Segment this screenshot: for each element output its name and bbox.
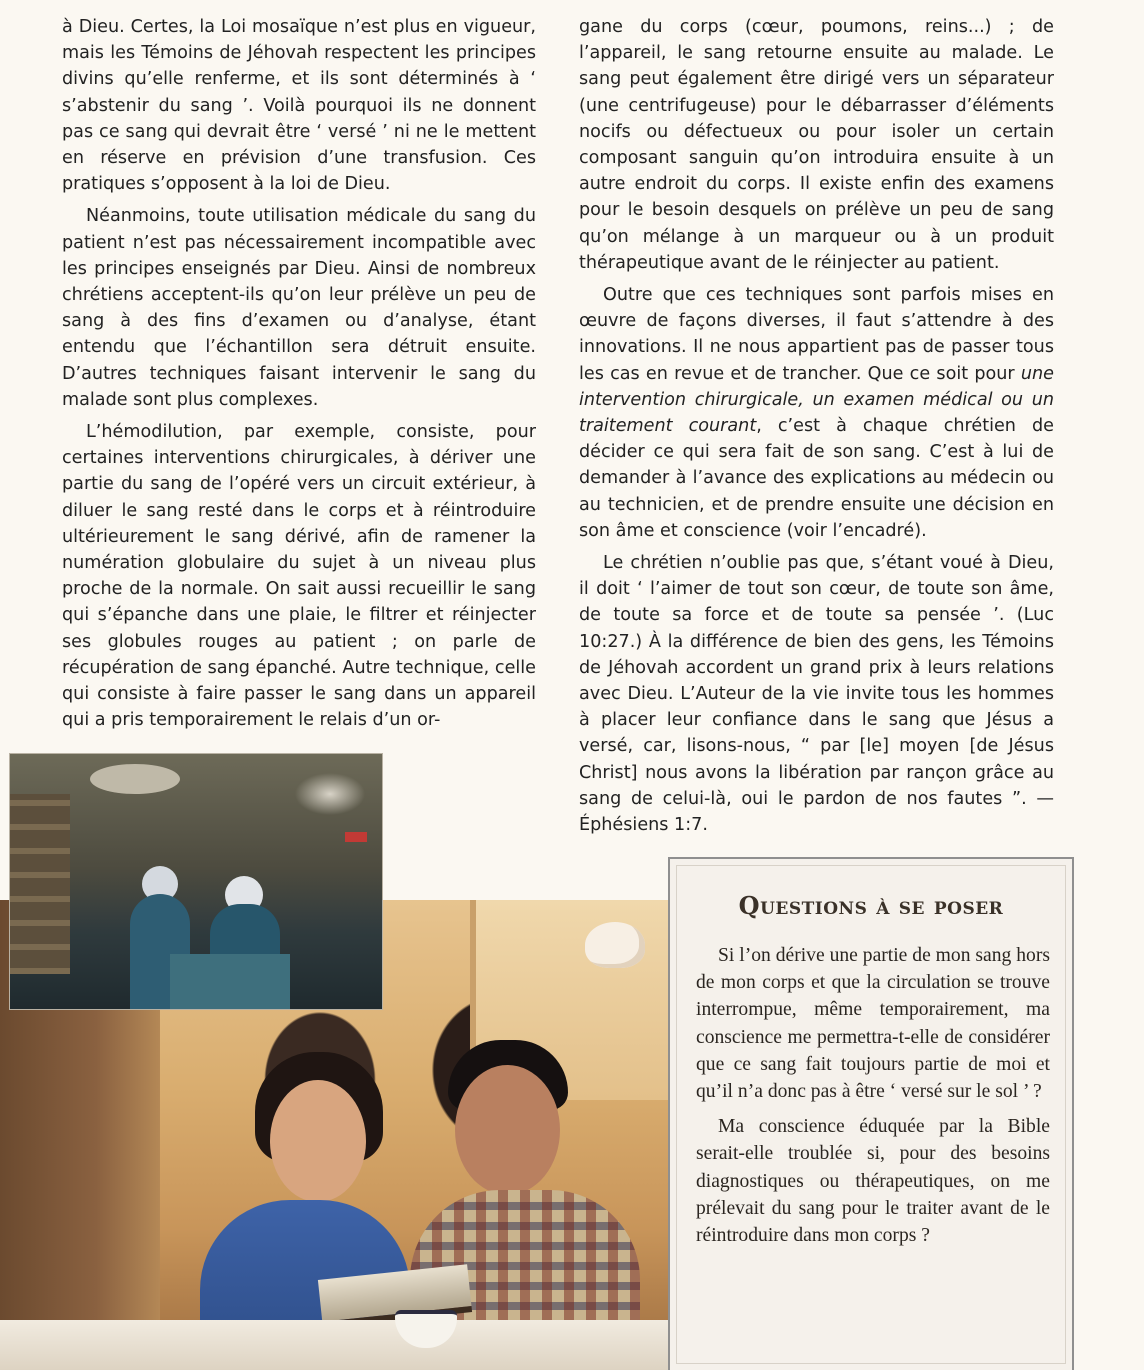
photo-detail [10, 794, 70, 974]
paragraph [579, 282, 1054, 544]
paragraph: L’hémodilution, par exemple, consiste, pour certaines interventions chirurgicales, à dériver une partie du sang de l’opéré vers un circuit extérieur, à diluer le sang resté dans le corps et à réintroduire ultérieurement le sang dérivé, afin de ramener la numération globulaire du sujet à un niveau plus proche de la normale. On sait aussi recueillir le sang qui s’épanche dans une plaie, le filtrer et réinjecter ses globules rouges au patient ; on parle de récupération de sang épanché. Autre technique, celle qui consiste à faire passer le sang dans un appareil qui a pris temporairement le relais d’un or- [62, 422, 536, 731]
photo-detail [0, 1320, 668, 1370]
questions-box-body [696, 942, 1050, 1249]
photo-detail [270, 1080, 366, 1202]
question-paragraph: Ma conscience éduquée par la Bible serait-elle troublée si, pour des besoins diagnostiques ou thérapeutiques, on me prélevait du sang pour le traiter avant de le réintroduire dans mon corps ? [696, 1116, 1050, 1247]
paragraph: gane du corps (cœur, poumons, reins...) ; de l’appareil, le sang retourne ensuite au malade. Le sang peut également être dirigé vers un séparateur (une centrifugeuse) pour le débarrasser d’éléments nocifs ou défectueux ou pour isoler un certain composant sanguin qu’on introduira ensuite à un autre endroit du corps. Il existe enfin des examens pour le besoin desquels on prélève un peu de sang qu’on mélange à un marqueur ou à un produit thérapeutique avant de le réinjecter au patient. [579, 17, 1054, 273]
emphasis-text: une intervention chirurgicale, un examen médical ou un traitement courant [579, 363, 1054, 437]
questions-sidebar-box [668, 857, 1074, 1370]
paragraph: Le chrétien n’oublie pas que, s’étant voué à Dieu, il doit ‘ l’aimer de tout son cœur, de toute son âme, de toute sa force et de toute sa pensée ’. (Luc 10:27.) À la différence de bien des gens, les Témoins de Jéhovah accordent un grand prix à leurs relations avec Dieu. L’Auteur de la vie invite tous les hommes à placer leur confiance dans le sang que Jésus a versé, car, lisons-nous, “ par [le] moyen [de Jésus Christ] nous avons la libération par rançon grâce au sang de celui-là, oui le pardon de nos fautes ”. — Éphésiens 1:7. [579, 553, 1054, 836]
photo-detail [455, 1065, 560, 1195]
text-run: , c’est à chaque chrétien de décider ce qui sera fait de son sang. C’est à lui de demander à l’avance des explications au médecin ou au technicien, et de prendre ensuite une décision en son âme et conscience (voir l’encadré). [579, 416, 1054, 541]
photo-detail [345, 832, 367, 842]
photo-detail [585, 922, 645, 968]
paragraph: Néanmoins, toute utilisation médicale du sang du patient n’est pas nécessairement incompatible avec les principes enseignés par Dieu. Ainsi de nombreux chrétiens acceptent-ils qu’on leur prélève un peu de sang à des fins d’examen ou d’analyse, étant entendu que l’échantillon sera détruit ensuite. D’autres techniques faisant intervenir le sang du malade sont plus complexes. [62, 206, 536, 410]
paragraph: à Dieu. Certes, la Loi mosaïque n’est plus en vigueur, mais les Témoins de Jéhovah respectent les principes divins qu’elle renferme, et ils sont déterminés à ‘ s’abstenir du sang ’. Voilà pourquoi ils ne donnent pas ce sang qui devrait être ‘ versé ’ ni ne le mettent en réserve en prévision d’une transfusion. Ces pratiques s’opposent à la loi de Dieu. [62, 17, 536, 195]
photo-detail [90, 764, 180, 794]
text-run: Outre que ces techniques sont parfois mises en œuvre de façons diverses, il faut s’attendre à des innovations. Il ne nous appartient pas de passer tous les cas en revue et de trancher. Que ce soit pour [579, 285, 1054, 384]
questions-box-title: Questions à se poser [738, 891, 1004, 920]
right-text-column [579, 14, 1054, 838]
operating-room-photo [9, 753, 383, 1010]
question-paragraph: Si l’on dérive une partie de mon sang hors de mon corps et que la circulation se trouve interrompue, même temporairement, ma conscience me permettra-t-elle de considérer que ce sang fait toujours partie de moi et qu’il n’a donc pas à être ‘ versé sur le sol ’ ? [696, 945, 1050, 1103]
photo-detail [170, 954, 290, 1009]
left-text-column [62, 14, 536, 733]
